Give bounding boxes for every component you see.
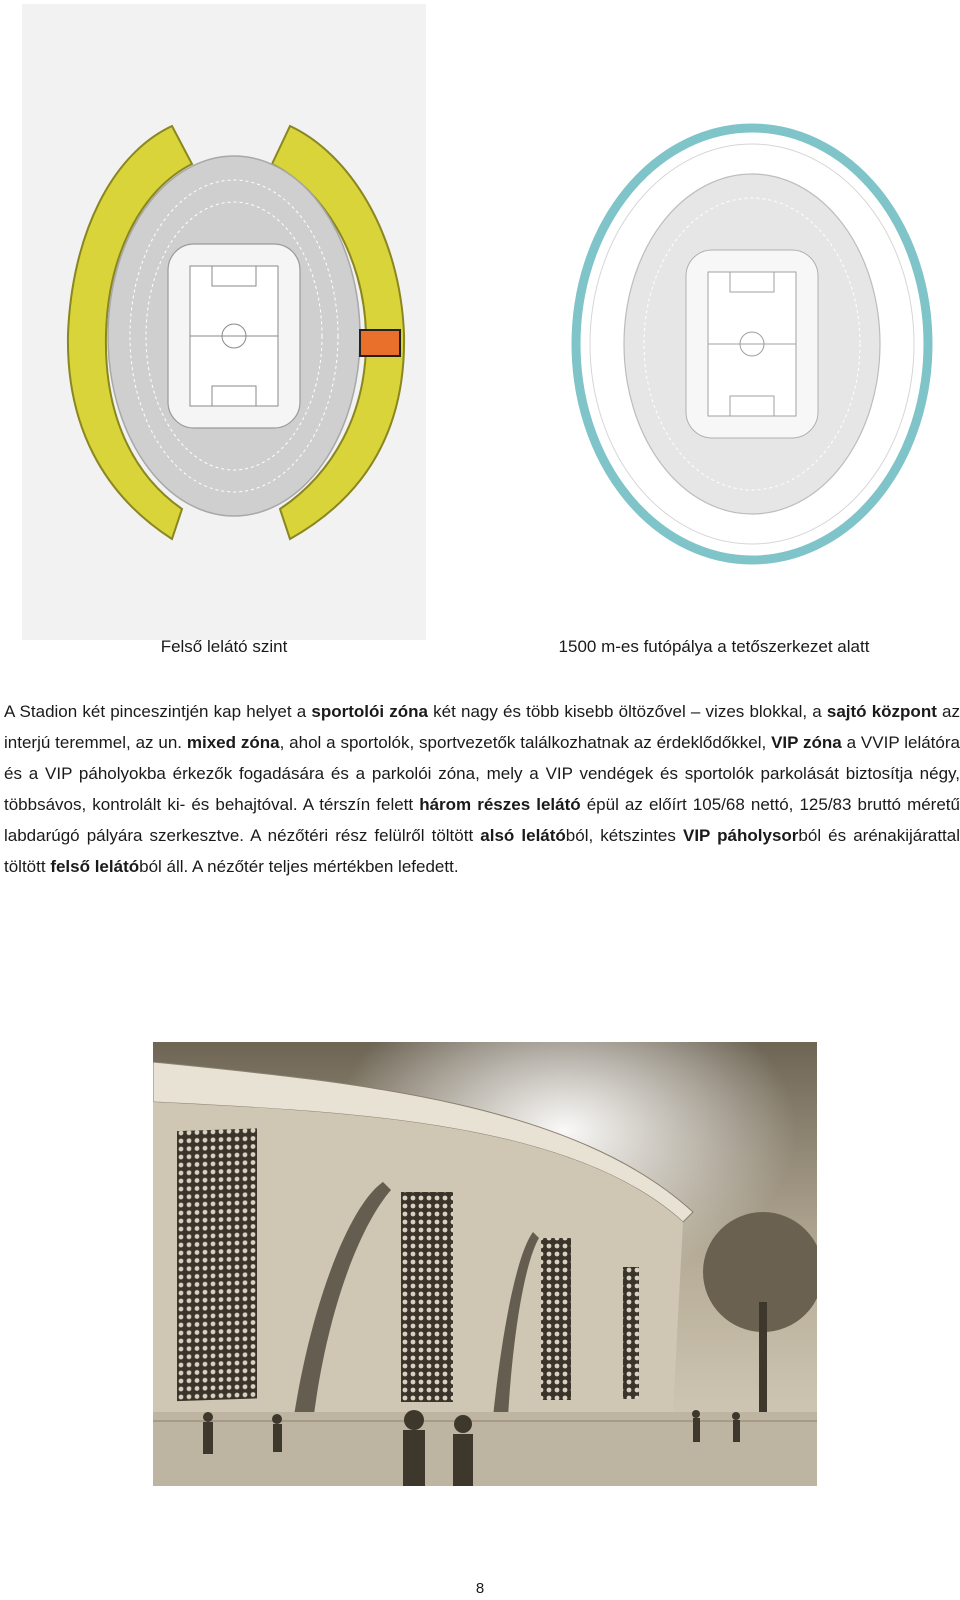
body-paragraph [4,696,960,882]
bold-term: sajtó központ [826,702,937,721]
text-run: épül az előírt 105/68 nettó, 125/83 bruttó méretű labdarúgó pályára szerkesztve. A nézőtéri rész felülről töltött [4,795,960,845]
bold-term: VIP páholysor [682,826,799,845]
bold-term: sportolói zóna [311,702,428,721]
bold-term: alsó lelátó [480,826,566,845]
bold-term: három részes lelátó [419,795,581,814]
highlighted-room [360,330,400,356]
text-run: A Stadion két pinceszintjén kap helyet a [4,702,312,721]
bold-term: mixed zóna [186,733,280,752]
running-track-plan [562,118,958,586]
facade-panel [541,1238,571,1400]
text-run: , ahol a sportolók, sportvezetők találkozhatnak az érdeklődőkkel, [279,733,772,752]
text-run: ból, kétszintes [565,826,683,845]
upper-tier-floor-plan [22,4,426,640]
text-run: ból és arénakijárattal töltött [4,826,960,876]
facade-panel [401,1192,453,1402]
text-run: két nagy és több kisebb öltözővel – vizes blokkal, a [427,702,827,721]
stadium-facade-rendering [153,1042,817,1486]
bold-term: VIP zóna [771,733,842,752]
text-run: a VVIP lelátóra és a VIP páholyokba érkezők fogadására és a parkolói zóna, mely a VIP vendégek és sportolók parkolását biztosítja négy, többsávos, kontrolált ki- és behajtóval. A térszín felett [4,733,960,814]
text-run: ból áll. A nézőtér teljes mértékben lefedett. [139,857,459,876]
right-figure-caption: 1500 m-es futópálya a tetőszerkezet alatt [558,637,870,656]
facade-panel [177,1128,257,1401]
plaza [153,1412,817,1486]
bold-term: felső lelátó [50,857,140,876]
left-figure-caption: Felső lelátó szint [160,637,288,656]
page-number: 8 [475,1580,485,1597]
text-run: az interjú teremmel, az un. [4,702,960,752]
facade-panel [623,1267,639,1399]
